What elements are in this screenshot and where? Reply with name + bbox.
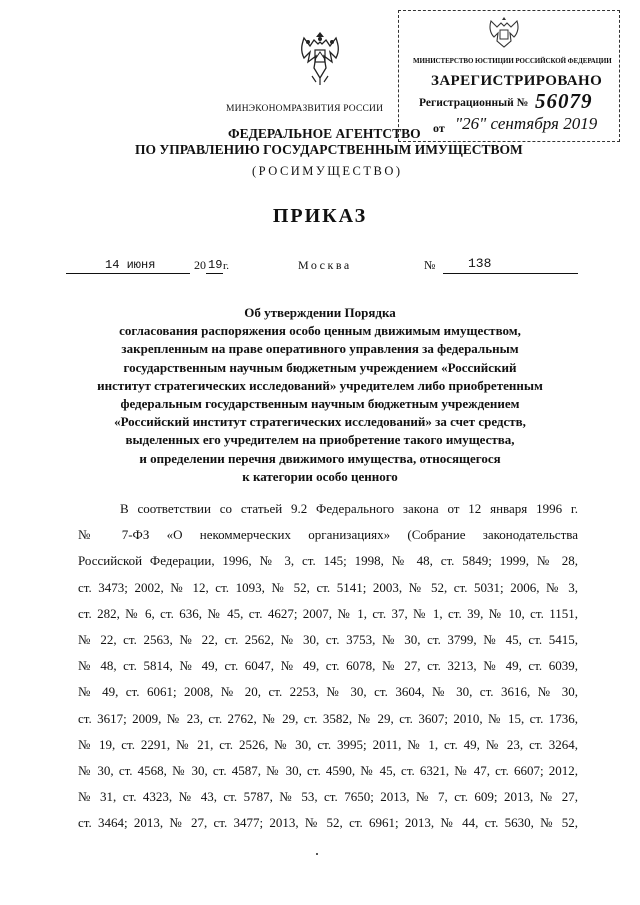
heading-line: к категории особо ценного (242, 468, 398, 484)
stamp-reg-date: "26" сентября 2019 (455, 114, 598, 133)
order-year-prefix: 20 (194, 258, 206, 272)
stamp-registered: ЗАРЕГИСТРИРОВАНО (431, 73, 603, 89)
order-city: Москва (298, 258, 352, 272)
body-line: № 19, ст. 2291, № 21, ст. 2526, № 30, ст. 3995; 2011, № 1, ст. 49, № 23, ст. 3264, (78, 736, 578, 752)
heading-line: закрепленным на праве оперативного управления за федеральным (121, 341, 519, 357)
body-line: Российской Федерации, 1996, № 3, ст. 145; 1998, № 48, ст. 5849; 1999, № 28, (78, 553, 578, 569)
body-line: № 7-ФЗ «О некоммерческих организациях» (Собрание законодательства (78, 527, 578, 543)
ministry-name: МИНЭКОНОМРАЗВИТИЯ РОССИИ (226, 104, 384, 114)
number-underline (443, 273, 578, 274)
stamp-reg-label: Регистрационный № (419, 97, 529, 109)
heading-line: институт стратегических исследований» учредителем либо приобретенным (97, 377, 543, 393)
heading-line: согласования распоряжения особо ценным движимым имуществом, (119, 323, 521, 339)
body-line: В соответствии со статьей 9.2 Федерального закона от 12 января 1996 г. (120, 501, 578, 516)
registration-stamp (398, 10, 620, 142)
body-line: ст. 3617; 2009, № 23, ст. 2762, № 29, ст. 3582, № 29, ст. 3607; 2010, № 15, ст. 1736, (78, 710, 578, 726)
document-title: ПРИКАЗ (272, 205, 368, 227)
agency-abbreviation: (РОСИМУЩЕСТВО) (252, 164, 403, 178)
stamp-from-label: от (433, 121, 445, 135)
heading-line: государственным научным бюджетным учреждением «Российский (123, 359, 517, 375)
order-date: 14 июня (105, 258, 156, 272)
agency-name-line1: ФЕДЕРАЛЬНОЕ АГЕНТСТВО (228, 126, 421, 141)
body-line: № 49, ст. 6061; 2008, № 20, ст. 2253, № 30, ст. 3604, № 30, ст. 3616, № 30, (78, 684, 578, 700)
scan-dot (316, 853, 318, 855)
order-body (78, 496, 578, 837)
heading-line: Об утверждении Порядка (244, 305, 396, 320)
heading-line: «Российский институт стратегических исследований» за счет средств, (114, 414, 526, 430)
body-line: № 30, ст. 4568, № 30, ст. 4587, № 30, ст. 4590, № 45, ст. 6321, № 47, ст. 6607; 2012, (78, 763, 578, 779)
heading-line: и определении перечня движимого имущества, относящегося (139, 450, 501, 466)
heading-line: выделенных его учредителем на приобретение такого имущества, (125, 432, 515, 448)
body-line: № 48, ст. 5814, № 49, ст. 6047, № 49, ст. 6078, № 27, ст. 3213, № 49, ст. 6039, (78, 658, 578, 674)
order-heading (60, 304, 580, 486)
body-line: ст. 3473; 2002, № 12, ст. 1093, № 52, ст. 5141; 2003, № 52, ст. 5031; 2006, № 3, (78, 579, 578, 595)
stamp-reg-number: 56079 (535, 89, 593, 113)
body-line: ст. 3464; 2013, № 27, ст. 3477; 2013, № 52, ст. 6961; 2013, № 44, ст. 5630, № 52, (78, 815, 578, 831)
order-number: 138 (468, 256, 492, 271)
body-line: № 31, ст. 4323, № 43, ст. 5787, № 53, ст. 7650; 2013, № 7, ст. 609; 2013, № 27, (78, 789, 578, 805)
order-year-suffix: 19 (208, 258, 223, 272)
coat-of-arms-emblem (296, 28, 344, 88)
stamp-emblem-icon (487, 15, 521, 51)
body-line: № 22, ст. 2563, № 22, ст. 2562, № 30, ст. 3753, № 30, ст. 3799, № 45, ст. 5415, (78, 632, 578, 648)
stamp-ministry: МИНИСТЕРСТВО ЮСТИЦИИ РОССИЙСКОЙ ФЕДЕРАЦИИ (413, 57, 612, 65)
order-year-abbr: г. (223, 260, 230, 272)
year-underline (206, 273, 223, 274)
body-line: ст. 282, № 6, ст. 636, № 45, ст. 4627; 2007, № 1, ст. 37, № 1, ст. 39, № 10, ст. 1151, (78, 605, 578, 621)
date-underline (66, 273, 190, 274)
agency-name-line2: ПО УПРАВЛЕНИЮ ГОСУДАРСТВЕННЫМ ИМУЩЕСТВОМ (135, 142, 523, 157)
heading-line: федеральным государственным научным бюджетным учреждением (120, 396, 520, 412)
order-number-sign: № (424, 258, 436, 272)
